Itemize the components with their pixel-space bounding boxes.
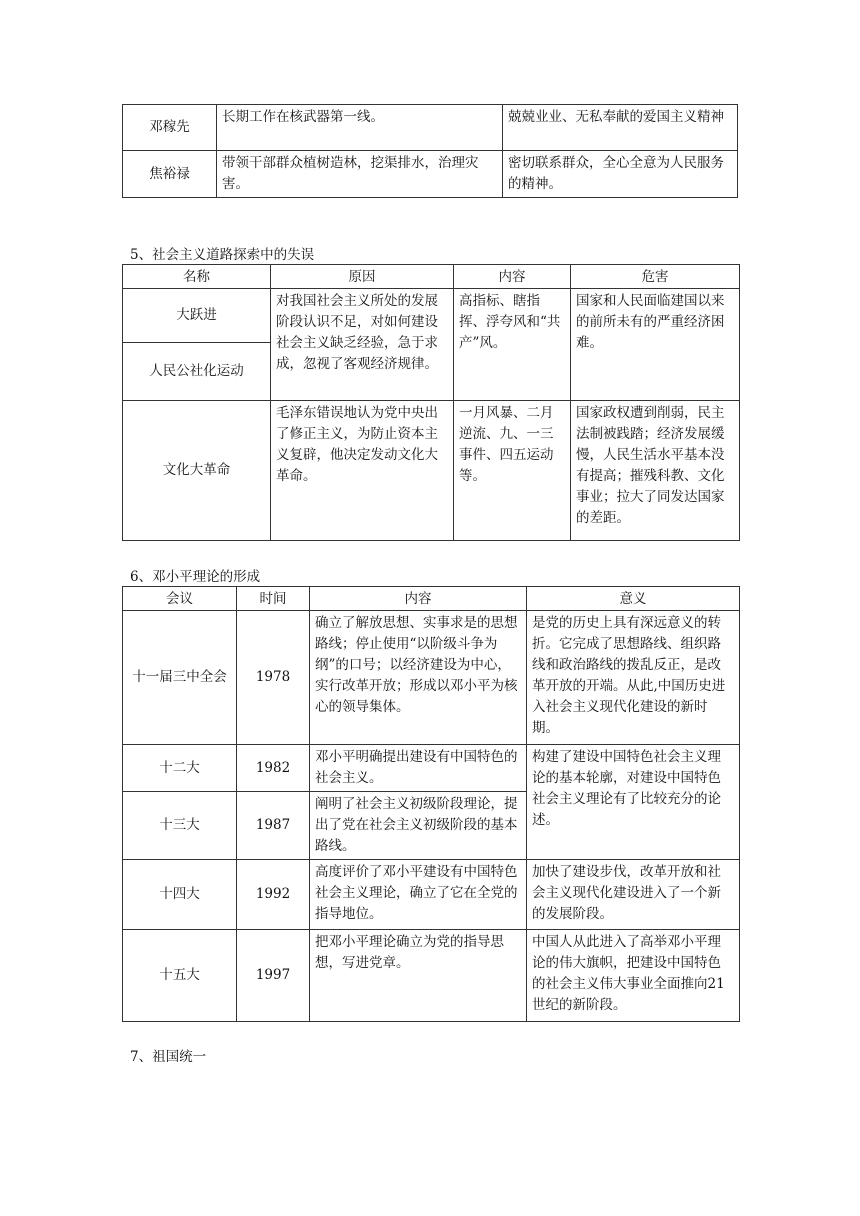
section-7-heading: 7、祖国统一: [130, 1049, 207, 1065]
event-reason: 对我国社会主义所处的发展阶段认识不足，对如何建设社会主义缺乏经验，急于求成，忽视了客观经济规律。: [271, 289, 454, 401]
column-header: 名称: [123, 265, 271, 289]
person-name: 焦裕禄: [123, 151, 217, 198]
figures-table: [122, 104, 738, 198]
table-row: [123, 151, 738, 198]
event-content: 高指标、瞎指挥、浮夸风和“共产”风。: [454, 289, 571, 401]
column-header: 内容: [454, 265, 571, 289]
person-spirit: 兢兢业业、无私奉献的爱国主义精神: [503, 105, 738, 151]
meeting-year: 1982: [237, 745, 310, 792]
meeting-content: 邓小平明确提出建设有中国特色的社会主义。: [310, 745, 527, 792]
person-deed: 带领干部群众植树造林，挖渠排水，治理灾害。: [217, 151, 503, 198]
event-harm: 国家和人民面临建国以来的前所未有的严重经济困难。: [571, 289, 740, 401]
event-content: 一月风暴、二月逆流、九、一三事件、四五运动等。: [454, 401, 571, 541]
column-header: 意义: [527, 587, 740, 611]
deng-theory-table: [122, 586, 740, 1022]
section-6-heading: 6、邓小平理论的形成: [130, 569, 261, 585]
meeting-meaning: 构建了建设中国特色社会主义理论的基本轮廓，对建设中国特色社会主义理论有了比较充分的论述。: [527, 745, 740, 860]
column-header: 会议: [123, 587, 237, 611]
table-row: [123, 289, 740, 343]
event-name: 人民公社化运动: [123, 343, 271, 401]
meeting-meaning: 加快了建设步伐，改革开放和社会主义现代化建设进入了一个新的发展阶段。: [527, 860, 740, 930]
table-row: [123, 930, 740, 1022]
meeting-year: 1987: [237, 792, 310, 860]
table-header-row: [123, 265, 740, 289]
meeting-content: 把邓小平理论确立为党的指导思想，写进党章。: [310, 930, 527, 1022]
meeting-content: 确立了解放思想、实事求是的思想路线；停止使用“以阶级斗争为纲”的口号；以经济建设为中心，实行改革开放；形成以邓小平为核心的领导集体。: [310, 611, 527, 745]
meeting-name: 十二大: [123, 745, 237, 792]
event-harm: 国家政权遭到削弱，民主法制被践踏；经济发展缓慢，人民生活水平基本没有提高；摧残科教、文化事业；拉大了同发达国家的差距。: [571, 401, 740, 541]
meeting-meaning: 是党的历史上具有深远意义的转折。它完成了思想路线、组织路线和政治路线的拨乱反正，是改革开放的开端。从此,中国历史进入社会主义现代化建设的新时期。: [527, 611, 740, 745]
meeting-meaning: 中国人从此进入了高举邓小平理论的伟大旗帜，把建设中国特色的社会主义伟大事业全面推向21世纪的新阶段。: [527, 930, 740, 1022]
meeting-content: 高度评价了邓小平建设有中国特色社会主义理论，确立了它在全党的指导地位。: [310, 860, 527, 930]
table-row: [123, 105, 738, 151]
person-spirit: 密切联系群众，全心全意为人民服务的精神。: [503, 151, 738, 198]
column-header: 原因: [271, 265, 454, 289]
meeting-year: 1997: [237, 930, 310, 1022]
meeting-year: 1992: [237, 860, 310, 930]
event-name: 大跃进: [123, 289, 271, 343]
column-header: 内容: [310, 587, 527, 611]
table-row: [123, 860, 740, 930]
column-header: 时间: [237, 587, 310, 611]
table-row: [123, 745, 740, 792]
person-name: 邓稼先: [123, 105, 217, 151]
table-row: [123, 611, 740, 745]
event-name: 文化大革命: [123, 401, 271, 541]
person-deed: 长期工作在核武器第一线。: [217, 105, 503, 151]
event-reason: 毛泽东错误地认为党中央出了修正主义，为防止资本主义复辟，他决定发动文化大革命。: [271, 401, 454, 541]
section-5-heading: 5、社会主义道路探索中的失误: [130, 247, 315, 263]
meeting-year: 1978: [237, 611, 310, 745]
meeting-name: 十四大: [123, 860, 237, 930]
meeting-name: 十五大: [123, 930, 237, 1022]
meeting-name: 十三大: [123, 792, 237, 860]
meeting-content: 阐明了社会主义初级阶段理论，提出了党在社会主义初级阶段的基本路线。: [310, 792, 527, 860]
meeting-name: 十一届三中全会: [123, 611, 237, 745]
table-row: [123, 401, 740, 541]
column-header: 危害: [571, 265, 740, 289]
mistakes-table: [122, 264, 740, 541]
table-header-row: [123, 587, 740, 611]
